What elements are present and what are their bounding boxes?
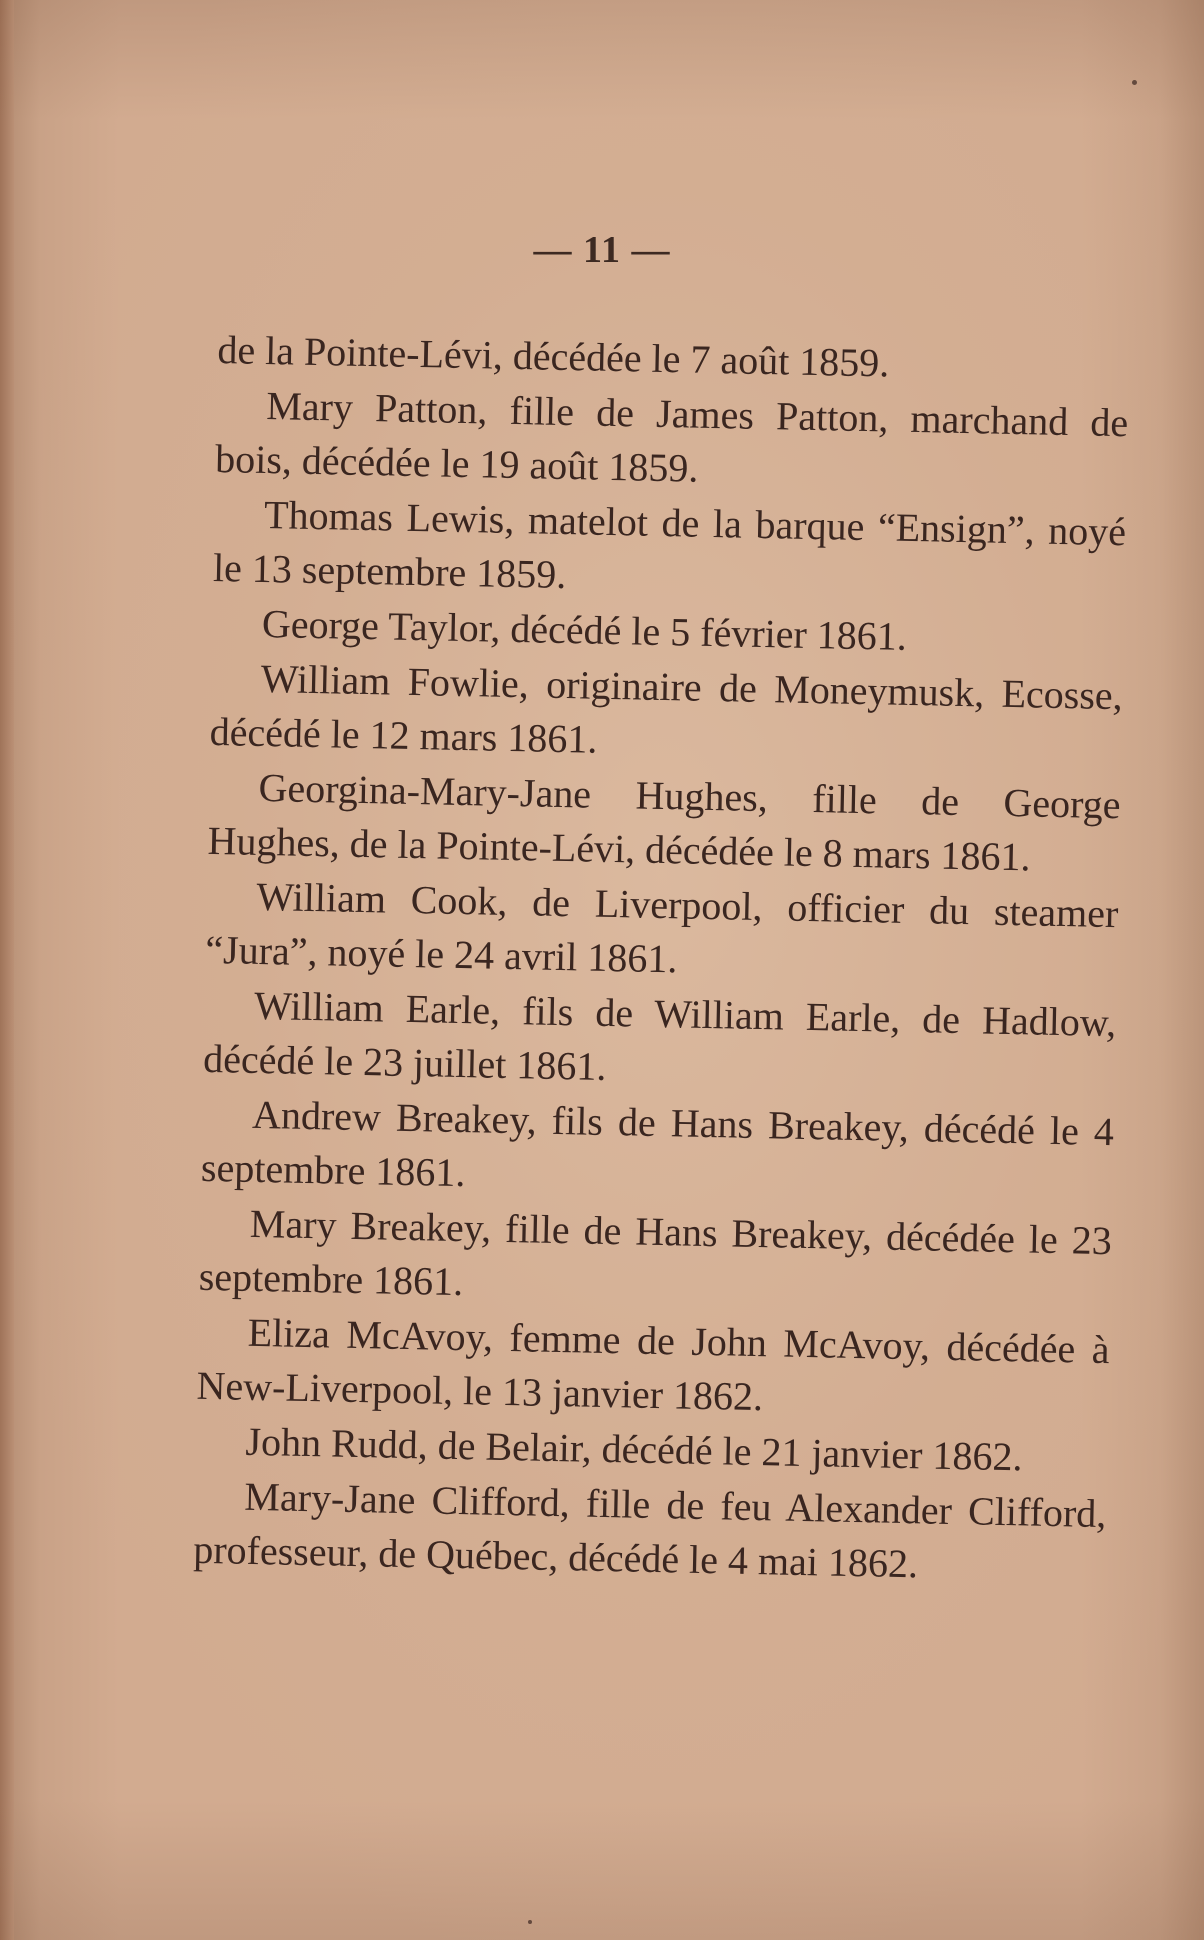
paragraph-entry: John Rudd, de Belair, décédé le 21 janvier 1862. (245, 1418, 1023, 1480)
paragraph-entry: William Cook, de Liverpool, officier du steamer “Jura”, noyé le 24 avril 1861. (204, 873, 1119, 982)
paragraph-entry: Mary-Jane Clifford, fille de feu Alexander Clifford, professeur, de Québec, décédé le 4 mai 1862. (192, 1473, 1107, 1587)
ink-speck (1132, 80, 1137, 85)
paragraph-entry: Andrew Breakey, fils de Hans Breakey, décédé le 4 septembre 1861. (200, 1091, 1115, 1196)
paragraph-continuation: de la Pointe-Lévi, décédée le 7 août 1859. (217, 326, 890, 386)
paragraph-entry: Mary Breakey, fille de Hans Breakey, décédée le 23 septembre 1861. (198, 1200, 1113, 1305)
page-number: — 11 — (533, 229, 671, 271)
paragraph-entry: Thomas Lewis, matelot de la barque “Ensign”, noyé le 13 septembre 1859. (212, 491, 1127, 598)
paragraph-entry: William Earle, fils de William Earle, de Hadlow, décédé le 23 juillet 1861. (202, 982, 1117, 1089)
text-body (193, 323, 1130, 1596)
paragraph-entry: Georgina-Mary-Jane Hughes, fille de George Hughes, de la Pointe-Lévi, décédée le 8 mars 1861. (207, 764, 1121, 880)
paragraph-entry: Eliza McAvoy, femme de John McAvoy, décédée à New-Liverpool, le 13 janvier 1862. (196, 1309, 1111, 1420)
ink-speck (528, 1920, 532, 1924)
paragraph-entry: Mary Patton, fille de James Patton, marchand de bois, décédée le 19 août 1859. (214, 382, 1129, 491)
paragraph-entry: George Taylor, décédé le 5 février 1861. (261, 600, 908, 659)
paragraph-entry: William Fowlie, originaire de Moneymusk, Ecosse, décédé le 12 mars 1861. (209, 655, 1124, 762)
page-edge-shadow (0, 0, 14, 1940)
